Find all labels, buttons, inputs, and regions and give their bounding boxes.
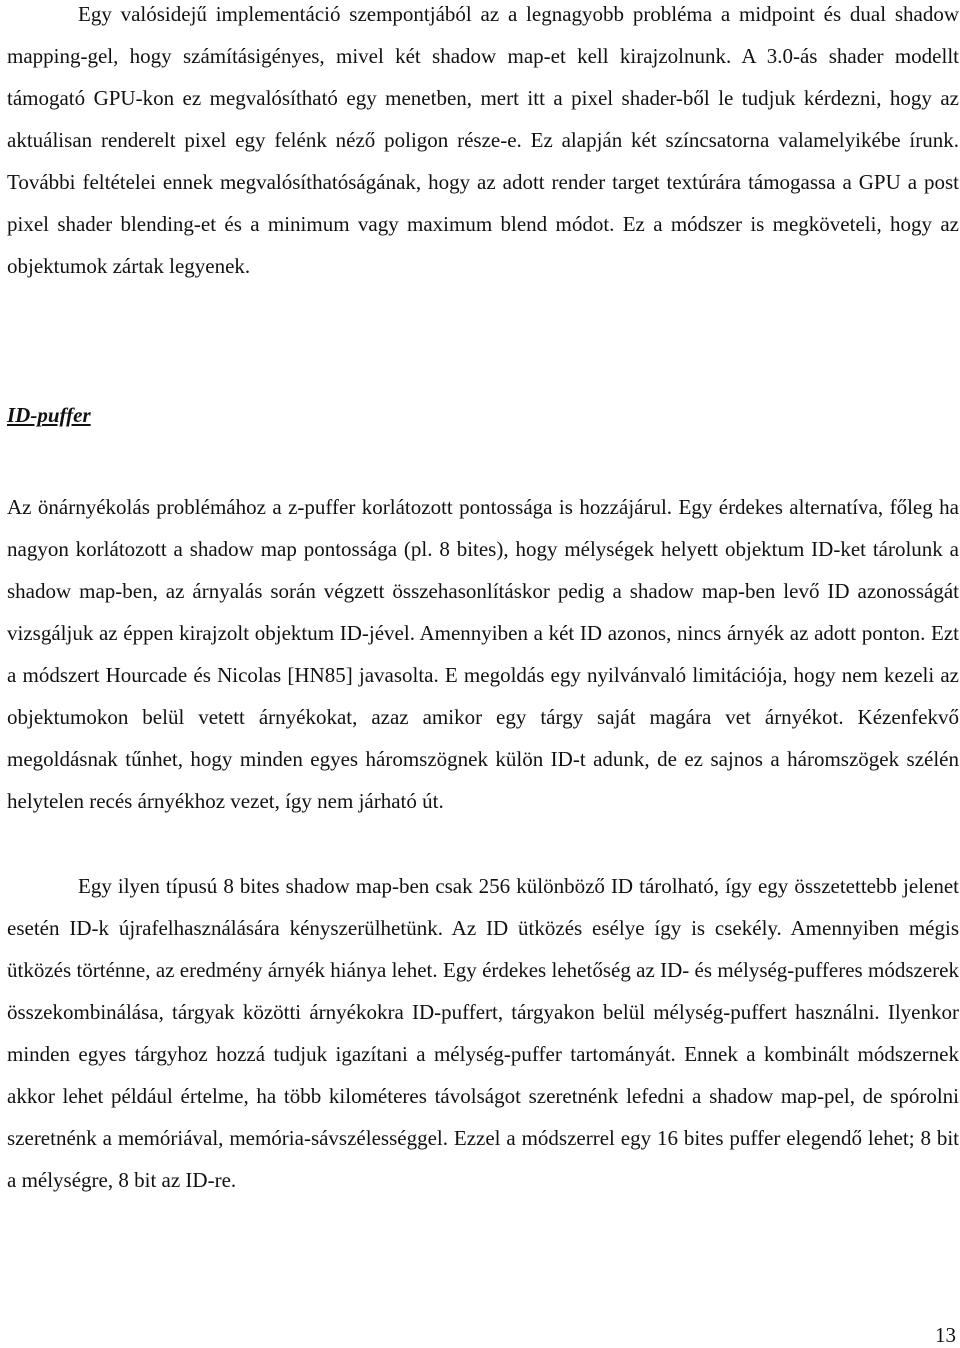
paragraph-8-bit-shadow-map: Egy ilyen típusú 8 bites shadow map-ben csak 256 különböző ID tárolható, így egy összetettebb jelenet esetén ID-k újrafelhasználására kényszerülhetünk. Az ID ütközés esélye így is csekély. Amennyiben mégis ütközés történne, az eredmény árnyék hiánya lehet. Egy érdekes lehetőség az ID- és mélység-pufferes módszerek összekombinálása, tárgyak közötti árnyékokra ID-puffert, tárgyakon belül mélység-puffert használni. Ilyenkor minden egyes tárgyhoz hozzá tudjuk igazítani a mélység-puffer tartományát. Ennek a kombinált módszernek akkor lehet például értelme, ha több kilométeres távolságot szeretnénk lefedni a shadow map-pel, de spórolni szeretnénk a memóriával, memória-sávszélességgel. Ezzel a módszerrel egy 16 bites puffer elegendő lehet; 8 bit a mélységre, 8 bit az ID-re.: [7, 874, 959, 1192]
paragraph-id-puffer-intro: Az önárnyékolás problémához a z-puffer korlátozott pontossága is hozzájárul. Egy érdekes alternatíva, főleg ha nagyon korlátozott a shadow map pontossága (pl. 8 bites), hogy mélységek helyett objektum ID-ket tárolunk a shadow map-ben, az árnyalás során végzett összehasonlításkor pedig a shadow map-ben levő ID azonosságát vizsgáljuk az éppen kirajzolt objektum ID-jével. Amennyiben a két ID azonos, nincs árnyék az adott ponton. Ezt a módszert Hourcade és Nicolas [HN85] javasolta. E megoldás egy nyilvánvaló limitációja, hogy nem kezeli az objektumokon belül vetett árnyékokat, azaz amikor egy tárgy saját magára vet árnyékot. Kézenfekvő megoldásnak tűnhet, hogy minden egyes háromszögnek külön ID-t adunk, de ez sajnos a háromszögek szélén helytelen recés árnyékhoz vezet, így nem járható út.: [7, 495, 959, 813]
section-heading-id-puffer: ID-puffer: [7, 403, 91, 427]
paragraph-dual-shadow-mapping: Egy valósidejű implementáció szempontjából az a legnagyobb probléma a midpoint és dual shadow mapping-gel, hogy számításigényes, mivel két shadow map-et kell kirajzolnunk. A 3.0-ás shader modellt támogató GPU-kon ez megvalósítható egy menetben, mert itt a pixel shader-ből le tudjuk kérdezni, hogy az aktuálisan renderelt pixel egy felénk néző poligon része-e. Ez alapján két színcsatorna valamelyikébe írunk. További feltételei ennek megvalósíthatóságának, hogy az adott render target textúrára támogassa a GPU a post pixel shader blending-et és a minimum vagy maximum blend módot. Ez a módszer is megköveteli, hogy az objektumok zártak legyenek.: [7, 2, 959, 278]
page-number: 13: [935, 1323, 956, 1347]
